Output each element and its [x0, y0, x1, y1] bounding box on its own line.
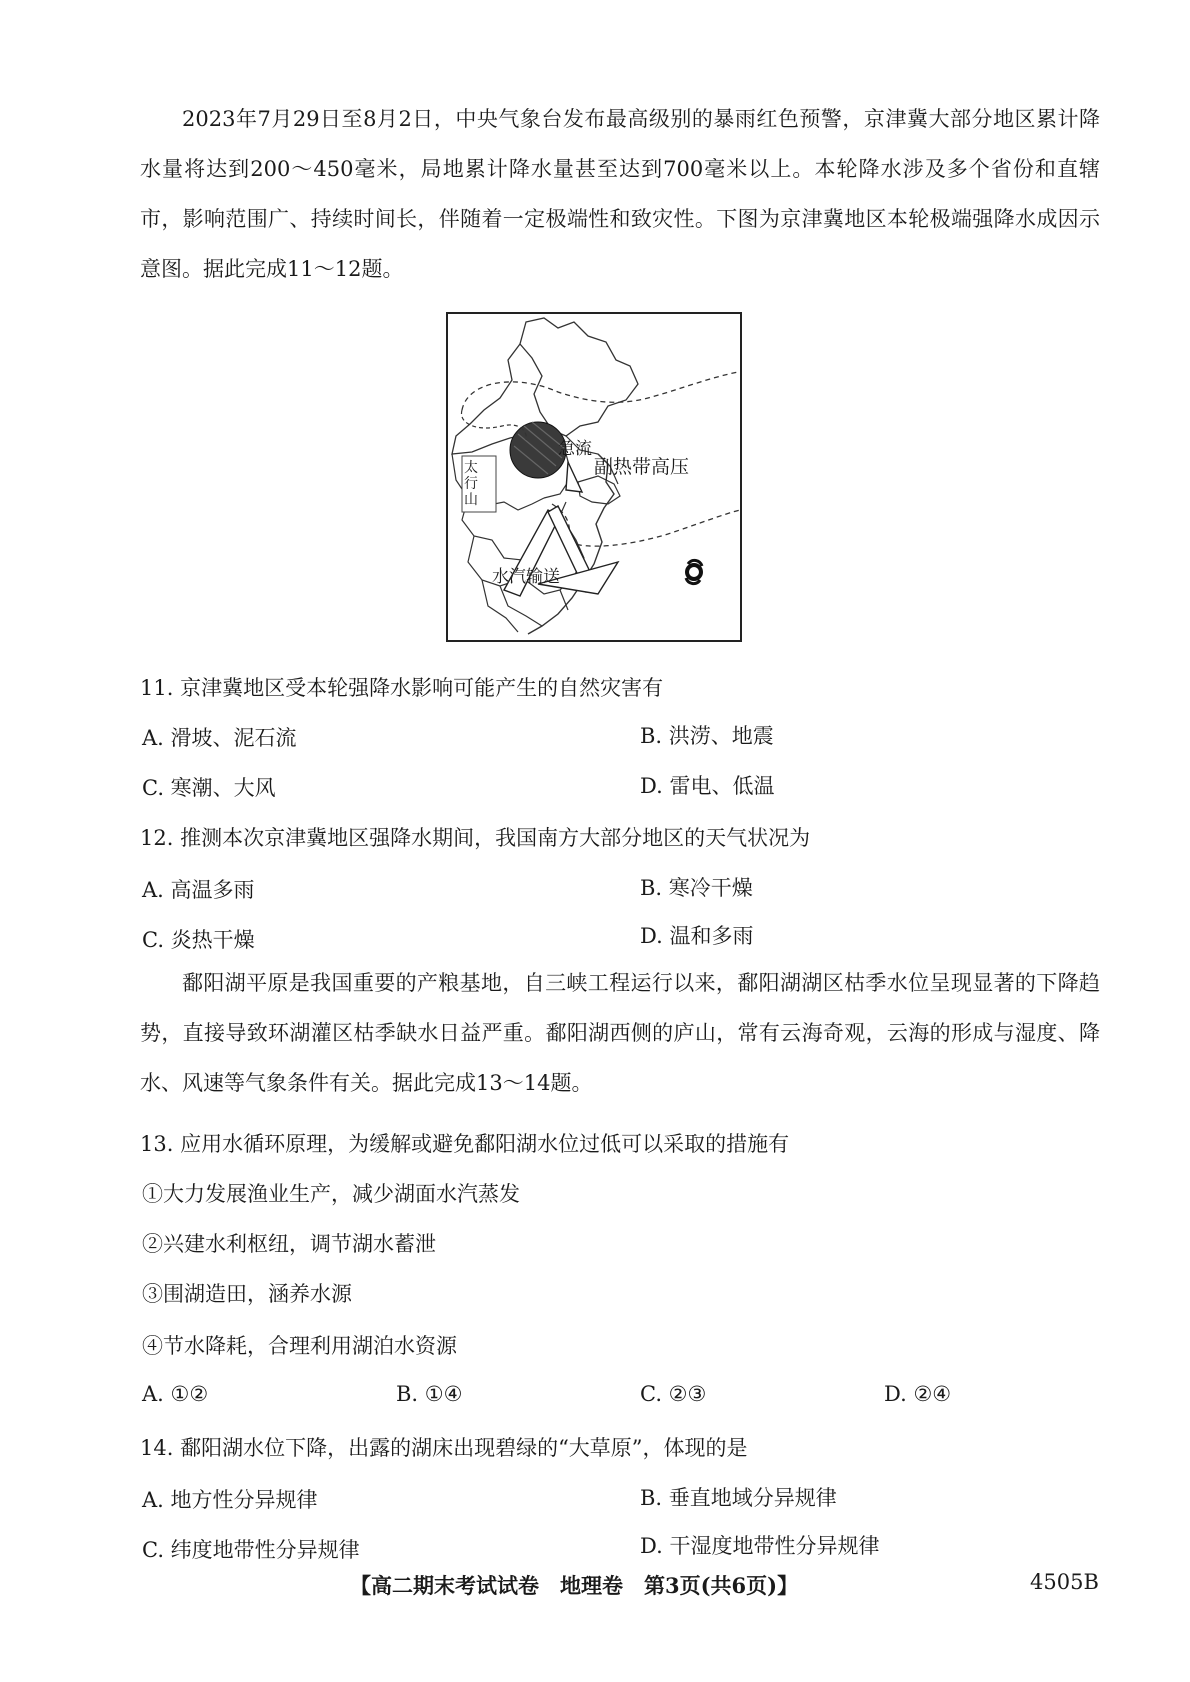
q14-option-a: A. 地方性分异规律 — [142, 1488, 318, 1512]
q13-option-a: A. ①② — [142, 1382, 209, 1406]
q12-option-c: C. 炎热干燥 — [142, 928, 255, 952]
vapor-arrow-head — [566, 462, 582, 492]
q11-option-b: B. 洪涝、地震 — [640, 724, 774, 748]
q11-option-a: A. 滑坡、泥石流 — [142, 726, 297, 750]
q14-stem: 14. 鄱阳湖水位下降，出露的湖床出现碧绿的“大草原”，体现的是 — [140, 1436, 748, 1460]
q14-option-c: C. 纬度地带性分异规律 — [142, 1538, 360, 1562]
q13-item-3: ③围湖造田，涵养水源 — [142, 1282, 352, 1306]
q14-option-d: D. 干湿度地带性分异规律 — [640, 1534, 880, 1558]
typhoon-icon — [686, 560, 702, 583]
subtropical-high-boundary-south — [552, 504, 740, 546]
q11-option-d: D. 雷电、低温 — [640, 774, 775, 798]
q13-item-1: ①大力发展渔业生产，减少湖面水汽蒸发 — [142, 1182, 520, 1206]
label-jetstream: 急流 — [558, 439, 592, 459]
q12-option-a: A. 高温多雨 — [142, 878, 255, 902]
q11-option-c: C. 寒潮、大风 — [142, 776, 276, 800]
q12-option-d: D. 温和多雨 — [640, 924, 754, 948]
q13-item-4: ④节水降耗，合理利用湖泊水资源 — [142, 1334, 457, 1358]
q13-option-b: B. ①④ — [396, 1382, 463, 1406]
q12-option-b: B. 寒冷干燥 — [640, 876, 753, 900]
precipitation-cause-map — [446, 312, 742, 642]
province-lines-south — [482, 580, 568, 632]
label-vapor-transport: 水汽输送 — [492, 567, 560, 587]
q13-item-2: ②兴建水利枢纽，调节湖水蓄泄 — [142, 1232, 436, 1256]
q13-option-d: D. ②④ — [884, 1382, 952, 1406]
q12-stem: 12. 推测本次京津冀地区强降水期间，我国南方大部分地区的天气状况为 — [140, 826, 811, 850]
label-taihang: 太行山 — [464, 460, 478, 508]
subtropical-high-boundary — [462, 372, 738, 410]
footer-code: 4505B — [1030, 1570, 1099, 1594]
passage-2: 鄱阳湖平原是我国重要的产粮基地，自三峡工程运行以来，鄱阳湖湖区枯季水位呈现显著的下降趋势，直接导致环湖灌区枯季缺水日益严重。鄱阳湖西侧的庐山，常有云海奇观，云海的形成与湿度、降水、风速等气象条件有关。据此完成13～14题。 — [140, 971, 1100, 1095]
q11-stem: 11. 京津冀地区受本轮强降水影响可能产生的自然灾害有 — [140, 676, 664, 700]
q13-stem: 13. 应用水循环原理，为缓解或避免鄱阳湖水位过低可以采取的措施有 — [140, 1132, 790, 1156]
label-subtropical-high: 副热带高压 — [594, 456, 690, 478]
passage-1: 2023年7月29日至8月2日，中央气象台发布最高级别的暴雨红色预警，京津冀大部分地区累计降水量将达到200～450毫米，局地累计降水量甚至达到700毫米以上。本轮降水涉及多个省份和直辖市，影响范围广、持续时间长，伴随着一定极端性和致灾性。下图为京津冀地区本轮极端强降水成因示意图。据此完成11～12题。 — [140, 107, 1100, 281]
footer-title: 【高二期末考试试卷 地理卷 第3页(共6页)】 — [350, 1573, 799, 1598]
northeast-outline — [520, 318, 638, 436]
q13-option-c: C. ②③ — [640, 1382, 707, 1406]
q14-option-b: B. 垂直地域分异规律 — [640, 1486, 837, 1510]
shandong-outline — [578, 476, 620, 504]
